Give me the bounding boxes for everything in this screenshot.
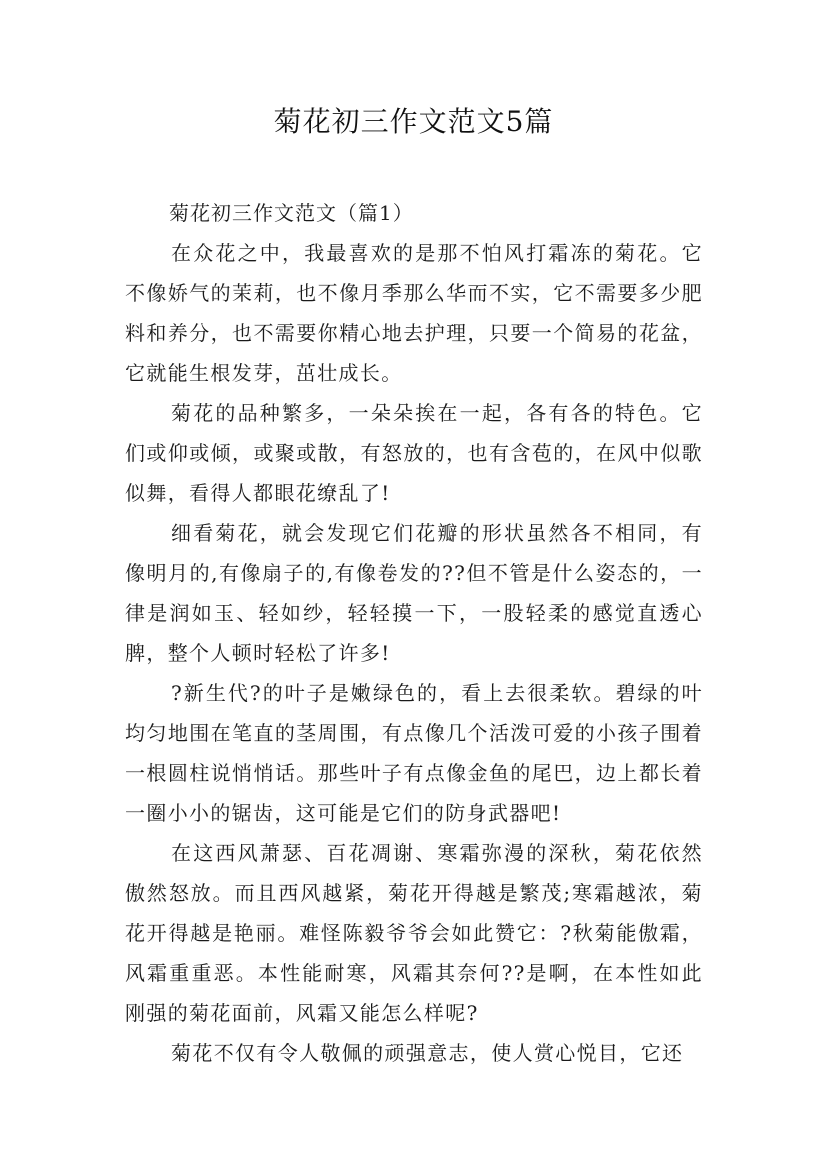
paragraph-5: 在这西风萧瑟、百花凋谢、寒霜弥漫的深秋，菊花依然傲然怒放。而且西风越紧，菊花开得越是繁茂;寒霜越浓，菊花开得越是艳丽。难怪陈毅爷爷会如此赞它：?秋菊能傲霜，风霜重重恶。本性能耐寒，风霜其奈何??是啊，在本性如此刚强的菊花面前，风霜又能怎么样呢? <box>125 841 703 1025</box>
paragraph-2: 菊花的品种繁多，一朵朵挨在一起，各有各的特色。它们或仰或倾，或聚或散，有怒放的，也有含苞的，在风中似歌似舞，看得人都眼花缭乱了! <box>125 401 703 505</box>
document-body <box>125 193 703 1073</box>
paragraph-1: 在众花之中，我最喜欢的是那不怕风打霜冻的菊花。它不像娇气的茉莉，也不像月季那么华而不实，它不需要多少肥料和养分，也不需要你精心地去护理，只要一个简易的花盆，它就能生根发芽，茁壮成长。 <box>125 241 703 385</box>
document-title: 菊花初三作文范文5篇 <box>273 105 554 138</box>
paragraph-4: ?新生代?的叶子是嫩绿色的，看上去很柔软。碧绿的叶均匀地围在笔直的茎周围，有点像几个活泼可爱的小孩子围着一根圆柱说悄悄话。那些叶子有点像金鱼的尾巴，边上都长着一圈小小的锯齿，这可能是它们的防身武器吧! <box>125 681 703 825</box>
paragraph-6: 菊花不仅有令人敬佩的顽强意志，使人赏心悦目，它还 <box>171 1041 684 1065</box>
section-heading: 菊花初三作文范文（篇1） <box>169 201 414 225</box>
paragraph-3: 细看菊花，就会发现它们花瓣的形状虽然各不相同，有像明月的,有像扇子的,有像卷发的??但不管是什么姿态的，一律是润如玉、轻如纱，轻轻摸一下，一股轻柔的感觉直透心脾，整个人顿时轻松了许多! <box>125 521 703 665</box>
